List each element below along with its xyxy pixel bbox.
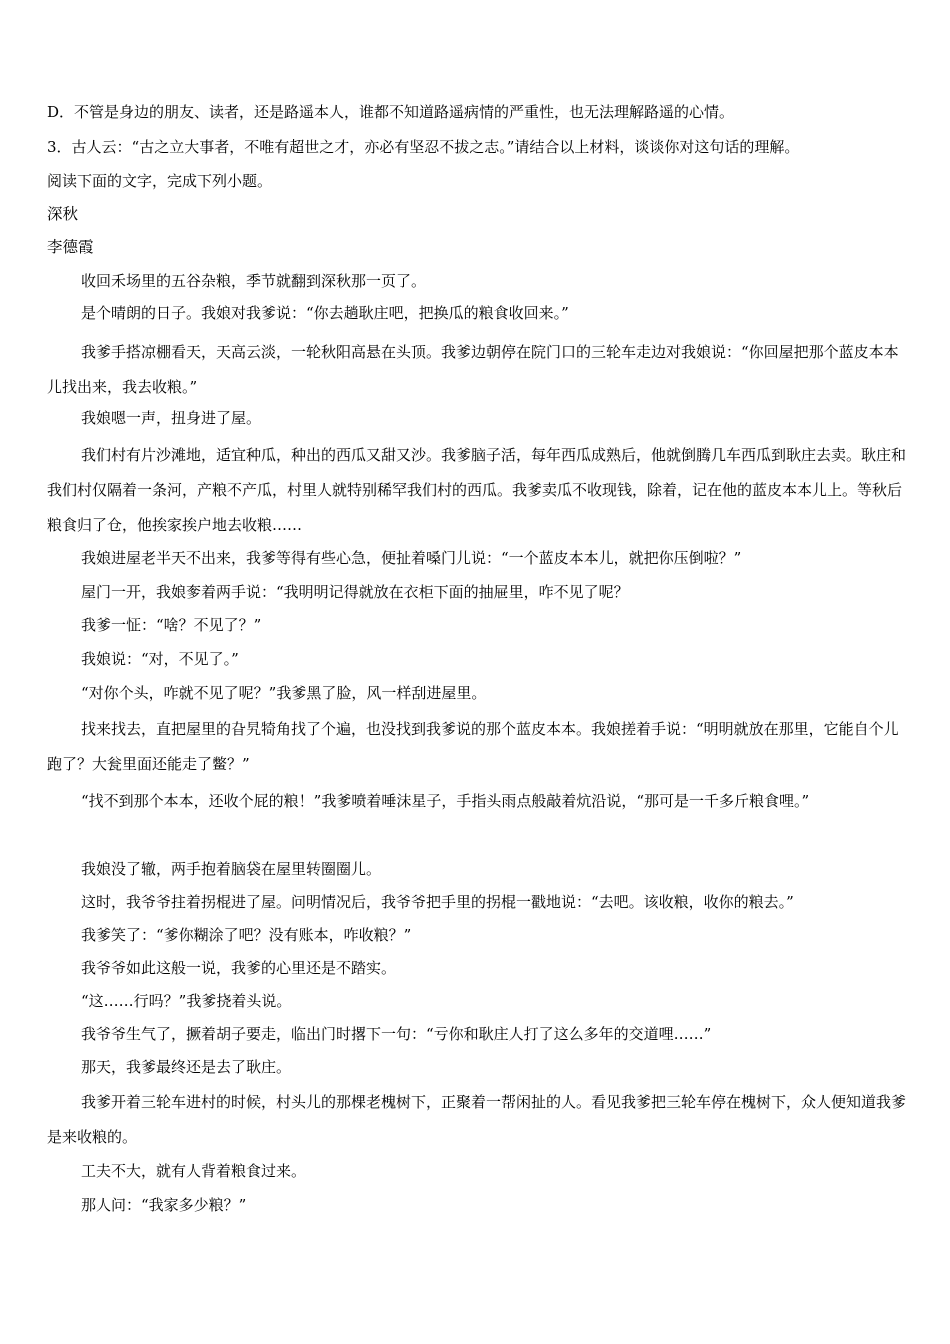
- story-paragraph: “找不到那个本本，还收个屁的粮！”我爹喷着唾沫星子，手指头雨点般敲着炕沿说，“那可是一千多斤粮食哩。”: [81, 792, 810, 810]
- story-paragraph: 我娘没了辙，两手抱着脑袋在屋里转圈圈儿。: [81, 860, 382, 878]
- story-paragraph: 我娘说：“对，不见了。”: [81, 650, 239, 668]
- story-paragraph: 我娘进屋老半天不出来，我爹等得有些心急，便扯着嗓门儿说：“一个蓝皮本本儿，就把你压倒啦？”: [81, 549, 742, 567]
- story-title: 深秋: [47, 205, 79, 223]
- story-author: 李德霞: [47, 238, 94, 256]
- option-d: D．不管是身边的朋友、读者，还是路遥本人，谁都不知道路遥病情的严重性，也无法理解路遥的心情。: [47, 103, 735, 121]
- story-paragraph: 收回禾场里的五谷杂粮，季节就翻到深秋那一页了。: [81, 272, 427, 290]
- story-paragraph: 那人问：“我家多少粮？”: [81, 1196, 247, 1214]
- reading-instruction: 阅读下面的文字，完成下列小题。: [47, 172, 273, 190]
- story-paragraph: 这时，我爷爷拄着拐棍进了屋。问明情况后，我爷爷把手里的拐棍一戳地说：“去吧。该收粮，收你的粮去。”: [81, 893, 794, 911]
- story-paragraph: 那天，我爹最终还是去了耿庄。: [81, 1058, 292, 1076]
- question-3: 3．古人云：“古之立大事者，不唯有超世之才，亦必有坚忍不拔之志。”请结合以上材料，谈谈你对这句话的理解。: [47, 138, 800, 156]
- story-paragraph: 找来找去，直把屋里的旮旯犄角找了个遍，也没找到我爹说的那个蓝皮本本。我娘搓着手说：“明明就放在那里，它能自个儿跑了？大瓮里面还能走了鳖？”: [47, 720, 899, 773]
- story-paragraph: “对你个头，咋就不见了呢？”我爹黑了脸，风一样刮进屋里。: [81, 684, 487, 702]
- story-paragraph: 我爷爷生气了，撅着胡子要走，临出门时撂下一句：“亏你和耿庄人打了这么多年的交道哩……”: [81, 1025, 712, 1043]
- story-paragraph: 我爹开着三轮车进村的时候，村头儿的那棵老槐树下，正聚着一帮闲扯的人。看见我爹把三轮车停在槐树下，众人便知道我爹是来收粮的。: [47, 1093, 907, 1146]
- story-paragraph: 屋门一开，我娘奓着两手说：“我明明记得就放在衣柜下面的抽屉里，咋不见了呢？: [81, 583, 629, 601]
- story-paragraph: 工夫不大，就有人背着粮食过来。: [81, 1162, 307, 1180]
- story-paragraph: 我爹一怔：“啥？不见了？”: [81, 616, 262, 634]
- story-paragraph: 我爹笑了：“爹你糊涂了吧？没有账本，咋收粮？”: [81, 926, 412, 944]
- story-paragraph: 我爹手搭凉棚看天，天高云淡，一轮秋阳高悬在头顶。我爹边朝停在院门口的三轮车走边对我娘说：“你回屋把那个蓝皮本本儿找出来，我去收粮。”: [47, 343, 899, 396]
- story-paragraph: 我娘嗯一声，扭身进了屋。: [81, 409, 262, 427]
- story-paragraph: 我爷爷如此这般一说，我爹的心里还是不踏实。: [81, 959, 397, 977]
- story-paragraph: “这……行吗？”我爹挠着头说。: [81, 992, 292, 1010]
- story-paragraph: 是个晴朗的日子。我娘对我爹说：“你去趟耿庄吧，把换瓜的粮食收回来。”: [81, 304, 569, 322]
- story-paragraph: 我们村有片沙滩地，适宜种瓜，种出的西瓜又甜又沙。我爹脑子活，每年西瓜成熟后，他就倒腾几车西瓜到耿庄去卖。耿庄和我们村仅隔着一条河，产粮不产瓜，村里人就特别稀罕我们村的西瓜。我爹卖瓜不收现钱，除着，记在他的蓝皮本本儿上。等秋后粮食归了仓，他挨家挨户地去收粮……: [47, 446, 907, 534]
